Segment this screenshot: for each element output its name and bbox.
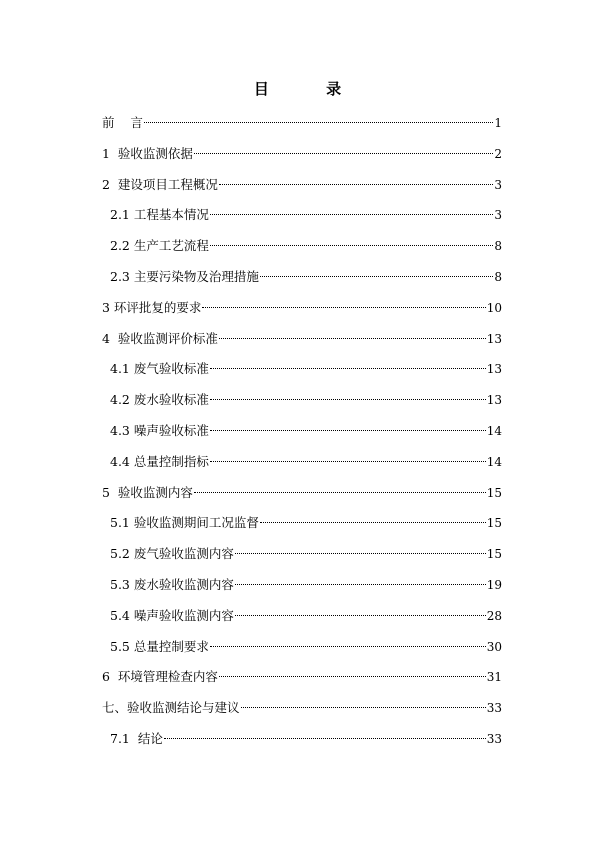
toc-entry[interactable] (102, 632, 502, 663)
toc-leader-dots (210, 368, 486, 369)
toc-entry[interactable] (102, 508, 502, 539)
toc-entry[interactable] (102, 262, 502, 293)
toc-entry-label: 5 验收监测内容 (102, 484, 193, 500)
toc-entry[interactable] (102, 724, 502, 755)
toc-entry[interactable] (102, 293, 502, 324)
toc-entry-page: 15 (486, 485, 502, 500)
toc-entry[interactable] (102, 139, 502, 170)
toc-entry-label: 2.1 工程基本情况 (110, 207, 209, 223)
toc-entry-label: 4.3 噪声验收标准 (110, 422, 209, 438)
toc-entry[interactable] (102, 231, 502, 262)
toc-entry-label: 4.4 总量控制指标 (110, 453, 209, 469)
toc-leader-dots (219, 676, 486, 677)
toc-entry-page: 14 (486, 423, 502, 438)
toc-entry-label: 6 环境管理检查内容 (102, 669, 218, 685)
toc-leader-dots (210, 214, 494, 215)
toc-entry-page: 8 (494, 269, 502, 284)
toc-entry[interactable] (102, 170, 502, 201)
toc-entry-page: 15 (486, 547, 502, 562)
toc-leader-dots (144, 122, 493, 123)
toc-entry[interactable] (102, 570, 502, 601)
toc-entry[interactable] (102, 447, 502, 478)
toc-entry-label: 4.2 废水验收标准 (110, 392, 209, 408)
toc-entry-label: 5.2 废气验收监测内容 (110, 546, 234, 562)
toc-entry-label: 2.3 主要污染物及治理措施 (110, 268, 259, 284)
toc-entry-label: 5.3 废水验收监测内容 (110, 576, 234, 592)
toc-entry-page: 33 (486, 731, 502, 746)
toc-leader-dots (210, 430, 486, 431)
toc-entry-page: 8 (494, 239, 502, 254)
toc-entry-page: 19 (486, 577, 502, 592)
toc-entry[interactable] (102, 354, 502, 385)
toc-entry-page: 33 (486, 701, 502, 716)
toc-entry-page: 10 (486, 300, 502, 315)
toc-entry[interactable] (102, 200, 502, 231)
toc-leader-dots (219, 338, 486, 339)
toc-entry[interactable] (102, 693, 502, 724)
toc-entry-label: 2 建设项目工程概况 (102, 176, 218, 192)
toc-entry[interactable] (102, 601, 502, 632)
toc-entry-page: 28 (486, 608, 502, 623)
toc-leader-dots (219, 184, 493, 185)
toc-entry-label: 2.2 生产工艺流程 (110, 238, 209, 254)
toc-entry-label: 5.1 验收监测期间工况监督 (110, 515, 259, 531)
toc-leader-dots (235, 553, 486, 554)
toc-entry-page: 1 (494, 116, 502, 130)
toc-entry-page: 13 (486, 362, 502, 377)
toc-entry[interactable] (102, 108, 502, 139)
toc-entry-page: 13 (486, 393, 502, 408)
toc-leader-dots (260, 276, 494, 277)
toc-entry[interactable] (102, 662, 502, 693)
toc-entry[interactable] (102, 478, 502, 509)
toc-entry[interactable] (102, 416, 502, 447)
toc-title: 目 录 (253, 80, 368, 98)
toc-leader-dots (235, 615, 486, 616)
table-of-contents (102, 108, 502, 755)
toc-entry-label: 5.5 总量控制要求 (110, 638, 209, 654)
toc-leader-dots (210, 399, 486, 400)
toc-leader-dots (210, 245, 494, 246)
toc-entry[interactable] (102, 324, 502, 355)
toc-entry-page: 2 (494, 146, 502, 161)
toc-entry-page: 14 (486, 454, 502, 469)
toc-entry-page: 30 (486, 639, 502, 654)
toc-entry-label: 5.4 噪声验收监测内容 (110, 607, 234, 623)
toc-leader-dots (194, 153, 493, 154)
toc-entry-page: 13 (486, 331, 502, 346)
toc-leader-dots (241, 707, 486, 708)
toc-entry-page: 31 (486, 670, 502, 685)
toc-leader-dots (210, 646, 486, 647)
toc-entry-label: 七、验收监测结论与建议 (102, 700, 240, 716)
toc-entry-label: 7.1 结论 (110, 730, 163, 746)
toc-entry[interactable] (102, 385, 502, 416)
toc-entry-page: 3 (494, 208, 502, 223)
toc-leader-dots (260, 522, 486, 523)
toc-entry-label: 1 验收监测依据 (102, 145, 193, 161)
toc-entry-page: 3 (494, 177, 502, 192)
toc-entry-label: 3 环评批复的要求 (102, 299, 202, 315)
toc-leader-dots (202, 307, 485, 308)
toc-leader-dots (235, 584, 486, 585)
toc-entry-label: 4 验收监测评价标准 (102, 330, 218, 346)
toc-entry-label: 前 言 (102, 115, 143, 130)
toc-leader-dots (164, 738, 486, 739)
toc-leader-dots (210, 461, 486, 462)
toc-leader-dots (194, 492, 486, 493)
toc-entry-page: 15 (486, 516, 502, 531)
toc-entry[interactable] (102, 539, 502, 570)
toc-entry-label: 4.1 废气验收标准 (110, 361, 209, 377)
